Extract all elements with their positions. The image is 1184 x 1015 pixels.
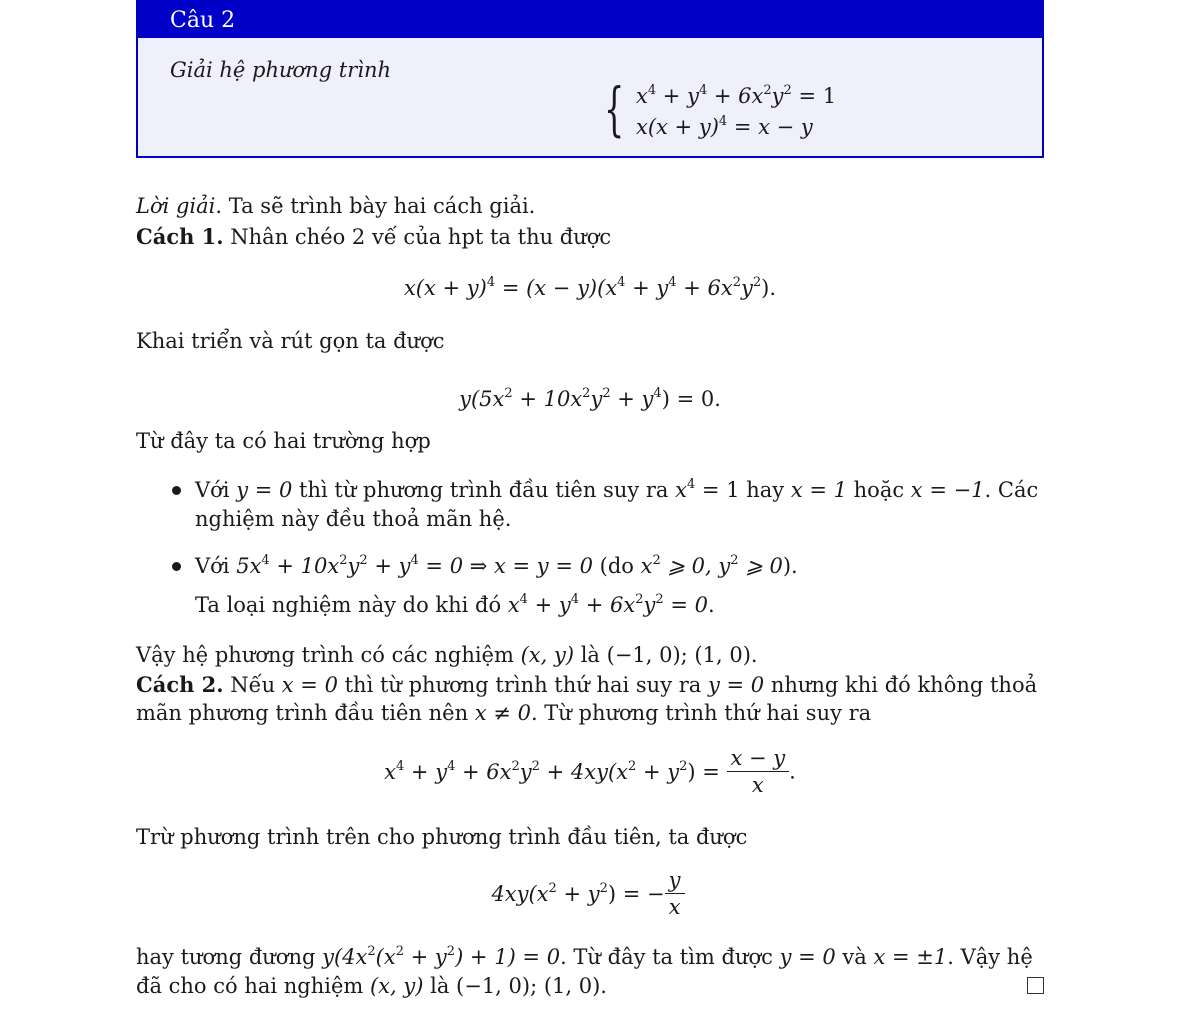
- equation-simplified: $y(5x^2 + 10x^2y^2 + y^4) = 0$.: [459, 386, 721, 411]
- qed-square-icon: [1027, 977, 1044, 994]
- fraction-x-minus-y-over-x: $\frac{x - y}{x}$: [727, 748, 790, 796]
- system-equation-2: $x(x + y)^4 = x - y$: [636, 114, 813, 139]
- bullet-2: [172, 562, 181, 571]
- problem-title: Câu 2: [170, 8, 236, 33]
- final-line-2: đã cho có hai nghiệm (x, y) là (−1, 0); (1, 0).: [136, 974, 607, 998]
- final-line-1: hay tương đương $y(4x^2(x^2 + y^2) + 1) = 0$. Từ đây ta tìm được y = 0 và x = ±1. Vậy hệ: [136, 944, 1033, 969]
- problem-box: [136, 0, 1044, 158]
- system-brace: {: [604, 75, 625, 143]
- system-equation-1: $x^4 + y^4 + 6x^2y^2 = 1$: [636, 83, 837, 108]
- equation-difference: $4xy(x^2 + y^2)$ = − $\frac{y}{x}$: [0, 870, 1180, 918]
- case-1-line-2: nghiệm này đều thoả mãn hệ.: [195, 507, 512, 531]
- subtract-text: Trừ phương trình trên cho phương trình đầu tiên, ta được: [136, 825, 748, 849]
- equation-cross-multiply: $x(x + y)^4 = (x - y)(x^4 + y^4 + 6x^2y^2)$.: [403, 275, 777, 300]
- problem-prompt: Giải hệ phương trình: [170, 58, 392, 82]
- problem-box-header: [138, 0, 1042, 38]
- expand-text: Khai triển và rút gọn ta được: [136, 329, 445, 353]
- cases-text: Từ đây ta có hai trường hợp: [136, 429, 431, 453]
- case-2-line-2: Ta loại nghiệm này do khi đó $x^4 + y^4 + 6x^2y^2 = 0$.: [195, 592, 715, 617]
- case-2-line-1: Với $5x^4 + 10x^2y^2 + y^4 = 0$ ⇒ x = y = 0 (do $x^2$ ⩾ 0, $y^2$ ⩾ 0).: [195, 553, 798, 578]
- case-1-line-1: Với y = 0 thì từ phương trình đầu tiên suy ra $x^4 = 1$ hay x = 1 hoặc x = −1. Các: [195, 477, 1039, 502]
- equation-expanded: $x^4 + y^4 + 6x^2y^2 + 4xy(x^2 + y^2)$ = $\frac{x - y}{x}$ .: [384, 746, 796, 797]
- solution-intro: Lời giải. Ta sẽ trình bày hai cách giải.: [136, 194, 536, 218]
- method2-line-1: Cách 2. Nếu x = 0 thì từ phương trình thứ hai suy ra y = 0 nhưng khi đó không thoả: [136, 672, 1038, 697]
- fraction-y-over-x: $\frac{y}{x}$: [665, 870, 685, 918]
- conclusion-1: Vậy hệ phương trình có các nghiệm (x, y) là (−1, 0); (1, 0).: [136, 643, 758, 667]
- method1-heading: Cách 1. Nhân chéo 2 vế của hpt ta thu được: [136, 224, 612, 249]
- method2-line-2: mãn phương trình đầu tiên nên x ≠ 0. Từ phương trình thứ hai suy ra: [136, 701, 872, 725]
- bullet-1: [172, 486, 181, 495]
